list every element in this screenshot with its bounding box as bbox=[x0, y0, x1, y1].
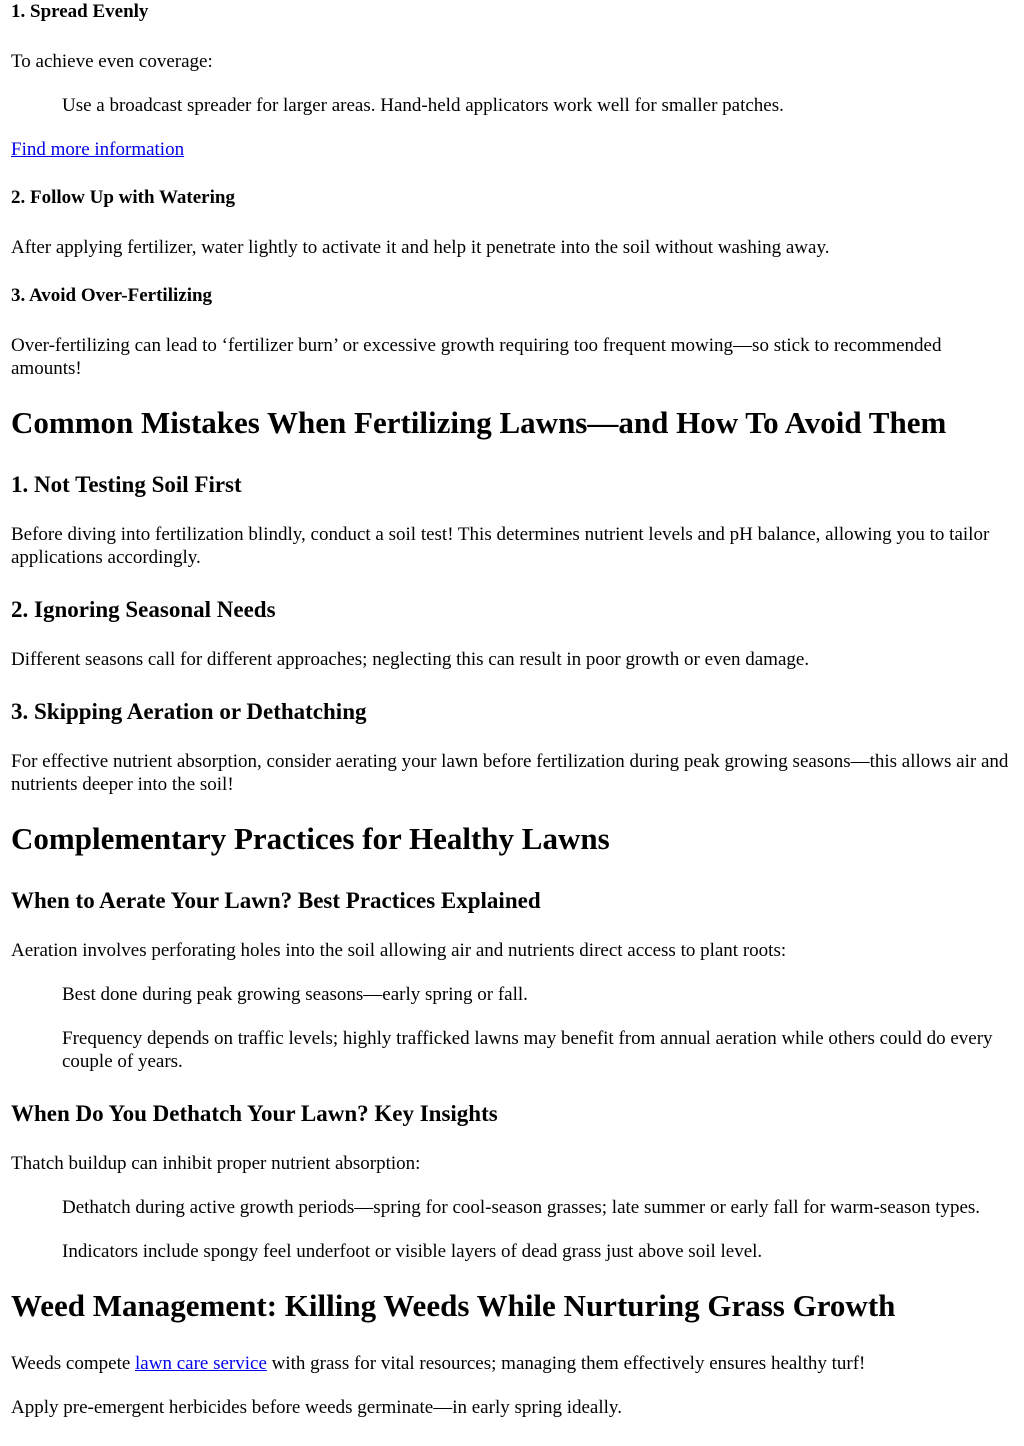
heading-common-mistakes: Common Mistakes When Fertilizing Lawns—and How To Avoid Them bbox=[11, 405, 947, 440]
paragraph-watering: After applying fertilizer, water lightly to activate it and help it penetrate into the soil without washing away. bbox=[11, 237, 830, 258]
heading-ignoring-seasonal: 2. Ignoring Seasonal Needs bbox=[11, 597, 276, 622]
paragraph-dethatch-when: Dethatch during active growth periods—spring for cool-season grasses; late summer or early fall for warm-season types. bbox=[62, 1197, 981, 1218]
paragraph-spreader: Use a broadcast spreader for larger areas. Hand-held applicators work well for smaller patches. bbox=[62, 95, 784, 116]
paragraph-dethatch-indicators: Indicators include spongy feel underfoot or visible layers of dead grass just above soil level. bbox=[62, 1241, 763, 1262]
heading-when-to-dethatch: When Do You Dethatch Your Lawn? Key Insights bbox=[11, 1101, 498, 1126]
heading-avoid-over-fertilizing: 3. Avoid Over-Fertilizing bbox=[11, 285, 213, 306]
paragraph-aeration: For effective nutrient absorption, consider aerating your lawn before fertilization during peak growing seasons—this allows air and nutrients deeper into the soil! bbox=[11, 751, 1009, 795]
paragraph-over-fertilizing: Over-fertilizing can lead to ‘fertilizer burn’ or excessive growth requiring too frequent mowing—so stick to recommended amounts! bbox=[11, 335, 942, 379]
paragraph-aeration-frequency: Frequency depends on traffic levels; highly trafficked lawns may benefit from annual aeration while others could do every couple of years. bbox=[62, 1028, 993, 1072]
heading-complementary-practices: Complementary Practices for Healthy Lawns bbox=[11, 821, 610, 856]
paragraph-aeration-best: Best done during peak growing seasons—early spring or fall. bbox=[62, 984, 528, 1005]
paragraph-weeds-compete bbox=[11, 1352, 1012, 1375]
paragraph-soil-test: Before diving into fertilization blindly, conduct a soil test! This determines nutrient levels and pH balance, allowing you to tailor applications accordingly. bbox=[11, 524, 990, 568]
find-more-link[interactable]: Find more information bbox=[11, 139, 185, 160]
paragraph-pre-emergent: Apply pre-emergent herbicides before weeds germinate—in early spring ideally. bbox=[11, 1397, 622, 1418]
find-more-paragraph bbox=[11, 138, 1012, 161]
heading-skipping-aeration: 3. Skipping Aeration or Dethatching bbox=[11, 699, 367, 724]
paragraph-seasonal: Different seasons call for different approaches; neglecting this can result in poor growth or even damage. bbox=[11, 649, 810, 670]
heading-not-testing-soil: 1. Not Testing Soil First bbox=[11, 472, 242, 497]
weeds-compete-text-after: with grass for vital resources; managing them effectively ensures healthy turf! bbox=[266, 1353, 866, 1374]
heading-follow-up-watering: 2. Follow Up with Watering bbox=[11, 187, 235, 208]
heading-when-to-aerate: When to Aerate Your Lawn? Best Practices Explained bbox=[11, 888, 541, 913]
heading-weed-management: Weed Management: Killing Weeds While Nurturing Grass Growth bbox=[11, 1288, 896, 1323]
paragraph-aeration-intro: Aeration involves perforating holes into the soil allowing air and nutrients direct access to plant roots: bbox=[11, 940, 787, 961]
paragraph-thatch-intro: Thatch buildup can inhibit proper nutrient absorption: bbox=[11, 1153, 421, 1174]
lawn-care-service-link[interactable]: lawn care service bbox=[135, 1353, 267, 1374]
weeds-compete-text-before: Weeds compete bbox=[11, 1353, 136, 1374]
heading-spread-evenly: 1. Spread Evenly bbox=[11, 1, 149, 22]
paragraph-coverage: To achieve even coverage: bbox=[11, 51, 213, 72]
